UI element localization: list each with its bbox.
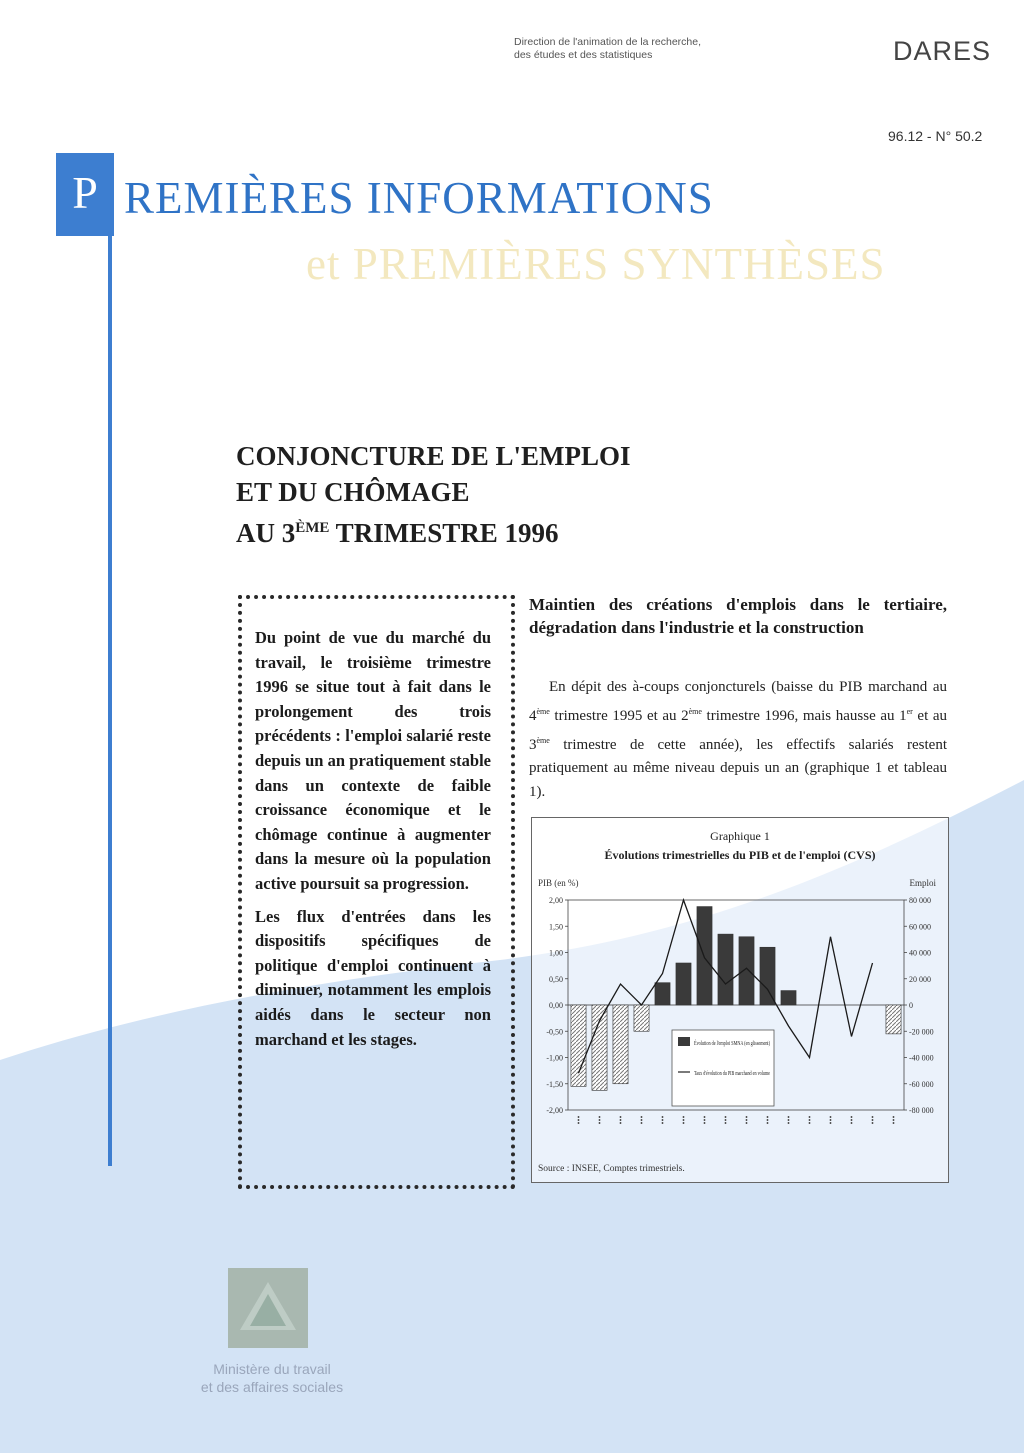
right-tick-label: 60 000 [909,922,931,932]
chart-bar [781,991,796,1005]
left-tick-label: -1,00 [546,1053,563,1063]
legend-line-label: Taux d'évolution du PIB marchand en volume [694,1071,771,1077]
chart-bar [655,983,670,1005]
left-tick-label: 0,50 [549,974,563,984]
masthead-title: REMIÈRES INFORMATIONS [124,173,714,223]
article-title [236,438,756,551]
chart-bar [886,1005,901,1034]
right-tick-label: 40 000 [909,948,931,958]
summary-text [255,626,491,1060]
directorate-name [514,36,774,62]
left-tick-label: 2,00 [549,896,563,905]
right-tick-label: -80 000 [909,1106,934,1115]
left-tick-label: -2,00 [546,1106,563,1115]
ministry-line-2: et des affaires sociales [200,1379,344,1395]
chart-bar [634,1005,649,1031]
right-tick-label: -60 000 [909,1079,934,1089]
directorate-line-1: Direction de l'animation de la recherche, [514,36,702,48]
section-body: En dépit des à-coups conjoncturels (baisse du PIB marchand au 4ème trimestre 1995 et au 2ème trimestre 1996, mais hausse au 1er et au 3ème trimestre de cette année), les effectifs salariés restent pratiquement au même niveau depuis un an (graphique 1 et tableau 1). [529,679,947,801]
org-label: DARES [893,36,992,66]
right-tick-label: 0 [909,1001,913,1010]
masthead-initial: P [56,153,114,236]
chart-ylabel-left: PIB (en %) [538,878,579,888]
right-tick-label: 20 000 [909,974,931,984]
ministry-name [172,1360,372,1396]
article-title-line-3: AU 3ÈME TRIMESTRE 1996 [236,518,559,548]
article-title-line-2: ET DU CHÔMAGE [236,477,470,507]
chart-frame [531,817,949,1183]
section-heading: Maintien des créations d'emplois dans le tertiaire, dégradation dans l'industrie et la construction [529,595,947,637]
chart-ylabel-right: Emploi [909,878,936,888]
masthead-rule [108,236,112,1166]
chart-source: Source : INSEE, Comptes trimestriels. [538,1164,685,1174]
legend-bar-label: Évolution de l'emploi SMNA (en glissement) [694,1041,803,1047]
directorate-line-2: des études et des statistiques [514,49,653,61]
chart-bar [760,947,775,1005]
left-tick-label: -1,50 [546,1079,563,1089]
left-tick-label: 1,50 [549,922,563,932]
masthead-subtitle: et PREMIÈRES SYNTHÈSES [306,239,886,289]
chart-bar [718,934,733,1005]
chart-bar [592,1005,607,1090]
issue-number: 96.12 - N° 50.2 [888,128,983,144]
right-tick-label: 80 000 [909,896,931,905]
chart-title: Graphique 1 [710,829,770,843]
summary-paragraph-1: Du point de vue du marché du travail, le troisième trimestre 1996 se situe tout à fait dans le prolongement des trois précédents : l'emploi salarié reste depuis un an pratiquement stable dans un contexte de faible croissance économique et le chômage continue à augmenter dans la mesure où la population active poursuit sa progression. [255,628,491,893]
right-tick-label: -20 000 [909,1027,934,1037]
left-tick-label: 0,00 [549,1001,563,1010]
chart-bar [739,937,754,1005]
chart-bar [676,963,691,1005]
chart [532,818,948,1182]
ministry-logo [228,1268,308,1348]
chart-subtitle: Évolutions trimestrielles du PIB et de l'emploi (CVS) [604,848,876,862]
legend-bar-swatch [678,1037,690,1046]
chart-bar [697,907,712,1005]
chart-bar [613,1005,628,1084]
ministry-line-1: Ministère du travail [213,1361,331,1377]
chart-legend [672,1030,803,1106]
left-tick-label: 1,00 [549,948,563,958]
chart-bar [571,1005,586,1086]
right-tick-label: -40 000 [909,1053,934,1063]
summary-paragraph-2: Les flux d'entrées dans les dispositifs spécifiques de politique d'emploi continuent à diminuer, notamment les emplois aidés dans le secteur non marchand et les stages. [255,906,491,1049]
left-tick-label: -0,50 [546,1027,563,1037]
article-title-line-1: CONJONCTURE DE L'EMPLOI [236,441,631,471]
